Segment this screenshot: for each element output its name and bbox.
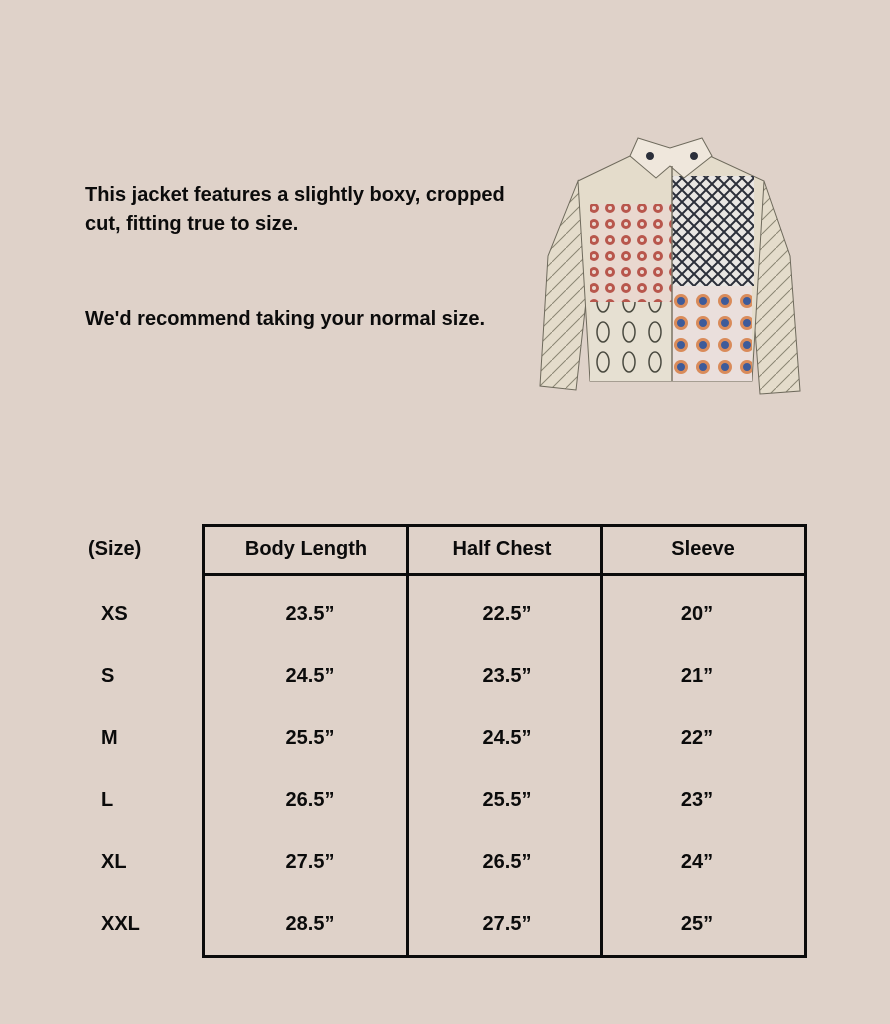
size-label: XL <box>101 851 127 873</box>
sleeve-value: 23” <box>680 789 714 811</box>
body-length-value: 26.5” <box>285 789 335 811</box>
half-chest-value: 25.5” <box>482 789 532 811</box>
size-label: XXL <box>101 913 140 935</box>
sleeve-value: 24” <box>680 851 714 873</box>
body-length-value: 25.5” <box>285 727 335 749</box>
half-chest-value: 24.5” <box>482 727 532 749</box>
sleeve-value: 21” <box>680 665 714 687</box>
half-chest-value: 27.5” <box>482 913 532 935</box>
size-label: M <box>101 727 118 749</box>
sleeve-value: 20” <box>680 603 714 625</box>
header-body-length: Body Length <box>244 538 368 560</box>
header-sleeve: Sleeve <box>671 538 735 560</box>
half-chest-value: 22.5” <box>482 603 532 625</box>
size-label: L <box>101 789 114 811</box>
half-chest-value: 26.5” <box>482 851 532 873</box>
body-length-value: 28.5” <box>285 913 335 935</box>
size-label: XS <box>101 603 128 625</box>
fit-description: This jacket features a slightly boxy, cropped cut, fitting true to size. <box>85 184 505 235</box>
half-chest-value: 23.5” <box>482 665 532 687</box>
body-length-value: 24.5” <box>285 665 335 687</box>
body-length-value: 27.5” <box>285 851 335 873</box>
intro-text <box>85 181 525 330</box>
jacket-image <box>538 136 804 398</box>
sleeve-value: 22” <box>680 727 714 749</box>
size-column-header: (Size) <box>88 538 142 560</box>
size-label: S <box>101 665 115 687</box>
sleeve-value: 25” <box>680 913 714 935</box>
header-half-chest: Half Chest <box>452 538 552 560</box>
size-recommendation: We'd recommend taking your normal size. <box>85 308 486 330</box>
body-length-value: 23.5” <box>285 603 335 625</box>
